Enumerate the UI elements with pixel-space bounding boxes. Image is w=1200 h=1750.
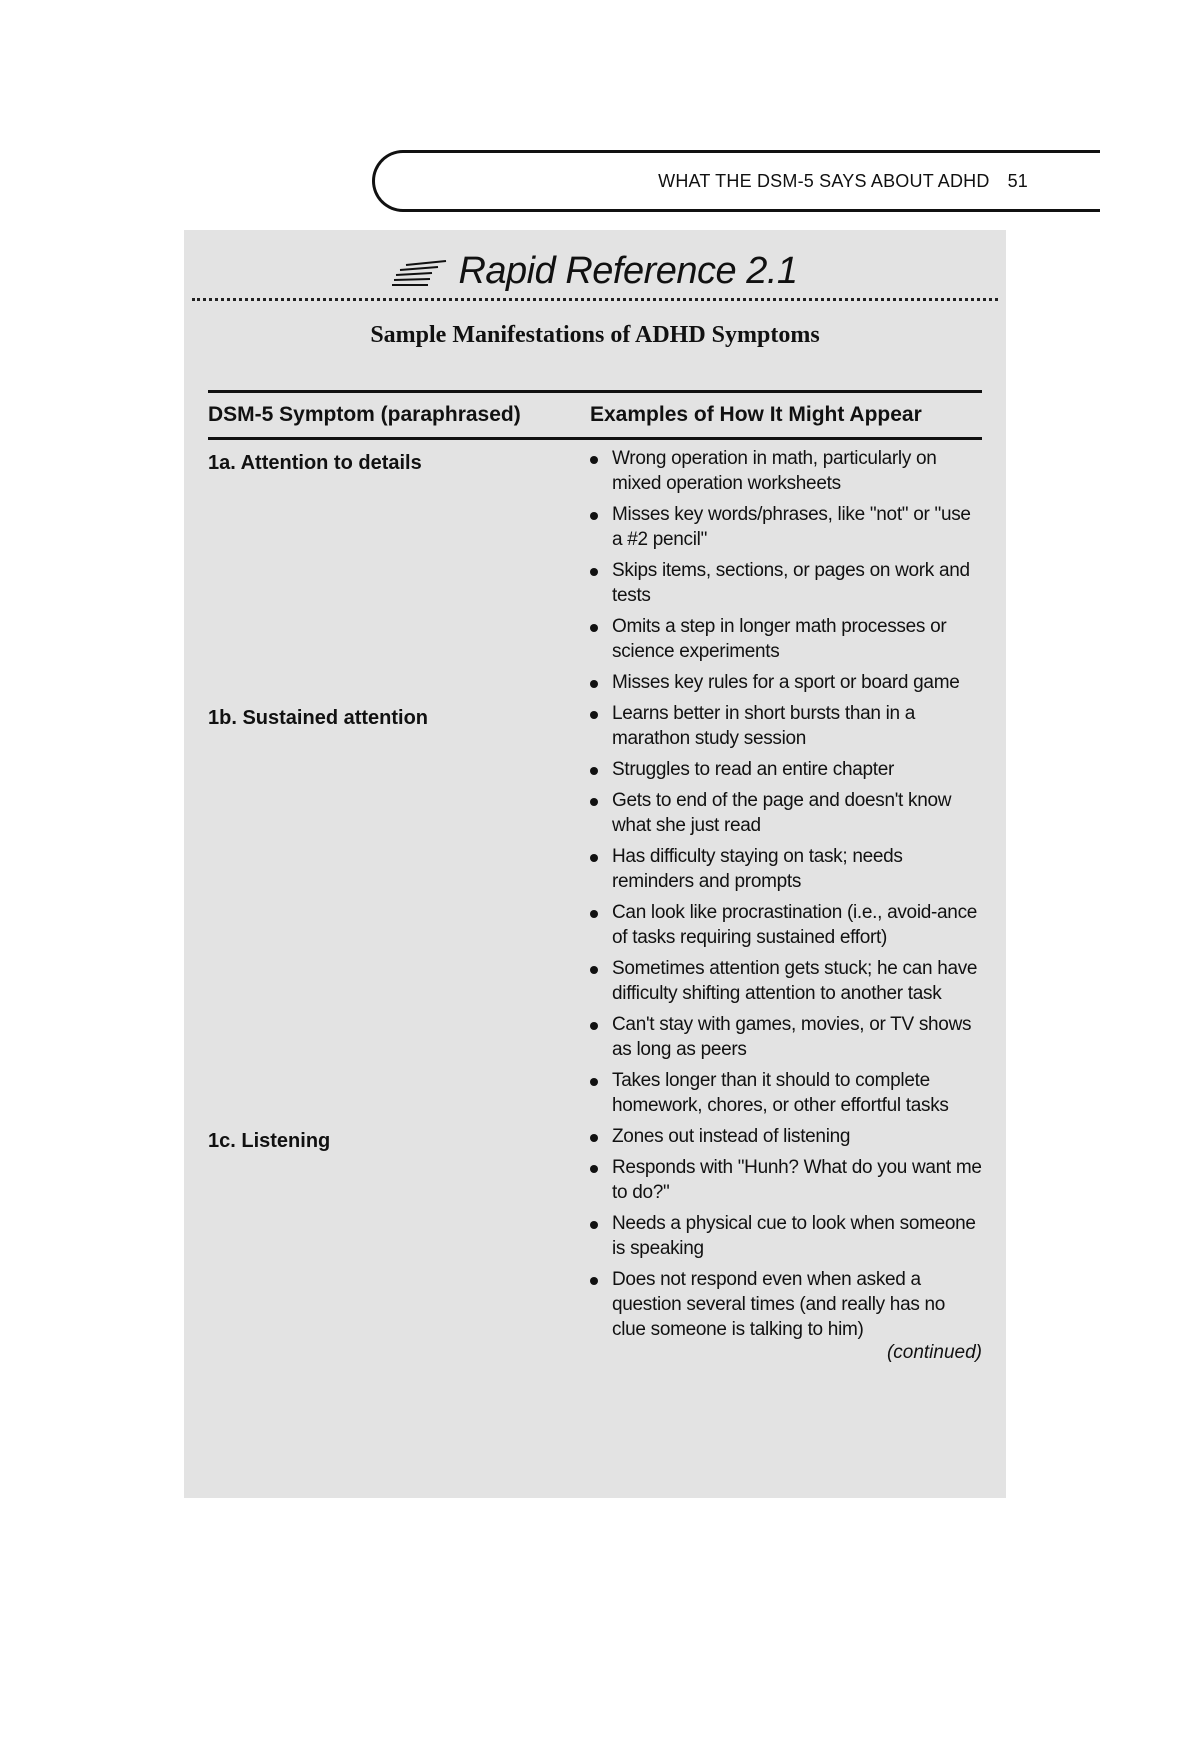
table-body bbox=[208, 446, 982, 1342]
bullet-icon bbox=[590, 456, 598, 464]
example-text: Struggles to read an entire chapter bbox=[612, 759, 895, 780]
pen-lines-icon bbox=[392, 259, 448, 287]
column-header-examples: Examples of How It Might Appear bbox=[590, 403, 922, 426]
bullet-icon bbox=[590, 1277, 598, 1285]
example-text: Needs a physical cue to look when someone is speaking bbox=[612, 1213, 976, 1259]
list-item bbox=[590, 788, 982, 838]
running-header-text bbox=[658, 171, 1028, 192]
list-item bbox=[590, 446, 982, 496]
bullet-icon bbox=[590, 568, 598, 576]
bullet-icon bbox=[590, 711, 598, 719]
running-header bbox=[372, 150, 1100, 212]
list-item bbox=[590, 1211, 982, 1261]
bullet-icon bbox=[590, 854, 598, 862]
list-item bbox=[590, 1124, 982, 1149]
running-header-title: WHAT THE DSM-5 SAYS ABOUT ADHD bbox=[658, 171, 990, 191]
table-header bbox=[208, 390, 982, 440]
bullet-icon bbox=[590, 1022, 598, 1030]
list-item bbox=[590, 670, 982, 695]
example-text: Misses key rules for a sport or board game bbox=[612, 672, 960, 693]
list-item bbox=[590, 502, 982, 552]
box-subtitle: Sample Manifestations of ADHD Symptoms bbox=[370, 322, 820, 348]
table-row bbox=[208, 701, 982, 1118]
bullet-icon bbox=[590, 1078, 598, 1086]
example-text: Skips items, sections, or pages on work and tests bbox=[612, 560, 970, 606]
list-item bbox=[590, 900, 982, 950]
continued-label: (continued) bbox=[886, 1342, 982, 1363]
examples-list bbox=[208, 446, 982, 695]
list-item bbox=[590, 956, 982, 1006]
example-text: Gets to end of the page and doesn't know what she just read bbox=[612, 790, 952, 836]
example-text: Wrong operation in math, particularly on mixed operation worksheets bbox=[612, 448, 937, 494]
table-row bbox=[208, 1124, 982, 1342]
example-text: Does not respond even when asked a question several times (and really has no clue someone is talking to him) bbox=[612, 1269, 946, 1340]
example-text: Responds with "Hunh? What do you want me to do?" bbox=[612, 1157, 982, 1203]
examples-list bbox=[208, 1124, 982, 1342]
rapid-reference-label: Rapid Reference 2.1 bbox=[458, 250, 798, 292]
list-item bbox=[590, 757, 982, 782]
example-text: Zones out instead of listening bbox=[612, 1126, 851, 1147]
list-item bbox=[590, 558, 982, 608]
bullet-icon bbox=[590, 624, 598, 632]
example-text: Misses key words/phrases, like "not" or "use a #2 pencil" bbox=[612, 504, 971, 550]
table-row bbox=[208, 446, 982, 695]
list-item bbox=[590, 1068, 982, 1118]
column-header-symptom: DSM-5 Symptom (paraphrased) bbox=[208, 403, 521, 426]
bullet-icon bbox=[590, 1165, 598, 1173]
example-text: Has difficulty staying on task; needs reminders and prompts bbox=[612, 846, 903, 892]
symptom-label: 1a. Attention to details bbox=[208, 452, 422, 474]
list-item bbox=[590, 844, 982, 894]
bullet-icon bbox=[590, 512, 598, 520]
list-item bbox=[590, 701, 982, 751]
bullet-icon bbox=[590, 767, 598, 775]
symptom-label: 1c. Listening bbox=[208, 1130, 331, 1152]
list-item bbox=[590, 614, 982, 664]
list-item bbox=[590, 1267, 982, 1342]
symptom-label: 1b. Sustained attention bbox=[208, 707, 429, 729]
examples-list bbox=[208, 701, 982, 1118]
example-text: Sometimes attention gets stuck; he can have difficulty shifting attention to another task bbox=[612, 958, 978, 1004]
list-item bbox=[590, 1012, 982, 1062]
dotted-divider bbox=[192, 298, 998, 301]
example-text: Can look like procrastination (i.e., avoid-ance of tasks requiring sustained effort) bbox=[612, 902, 978, 948]
list-item bbox=[590, 1155, 982, 1205]
bullet-icon bbox=[590, 1134, 598, 1142]
symptom-table bbox=[208, 390, 982, 1364]
example-text: Omits a step in longer math processes or science experiments bbox=[612, 616, 947, 662]
example-text: Learns better in short bursts than in a marathon study session bbox=[612, 703, 916, 749]
bullet-icon bbox=[590, 798, 598, 806]
bullet-icon bbox=[590, 966, 598, 974]
example-text: Can't stay with games, movies, or TV shows as long as peers bbox=[612, 1014, 972, 1060]
bullet-icon bbox=[590, 910, 598, 918]
example-text: Takes longer than it should to complete homework, chores, or other effortful tasks bbox=[612, 1070, 949, 1116]
page-number: 51 bbox=[1007, 171, 1028, 191]
bullet-icon bbox=[590, 1221, 598, 1229]
rapid-reference-title bbox=[184, 250, 1006, 293]
rapid-reference-box bbox=[184, 230, 1006, 1498]
bullet-icon bbox=[590, 680, 598, 688]
continued-note bbox=[208, 1342, 982, 1364]
